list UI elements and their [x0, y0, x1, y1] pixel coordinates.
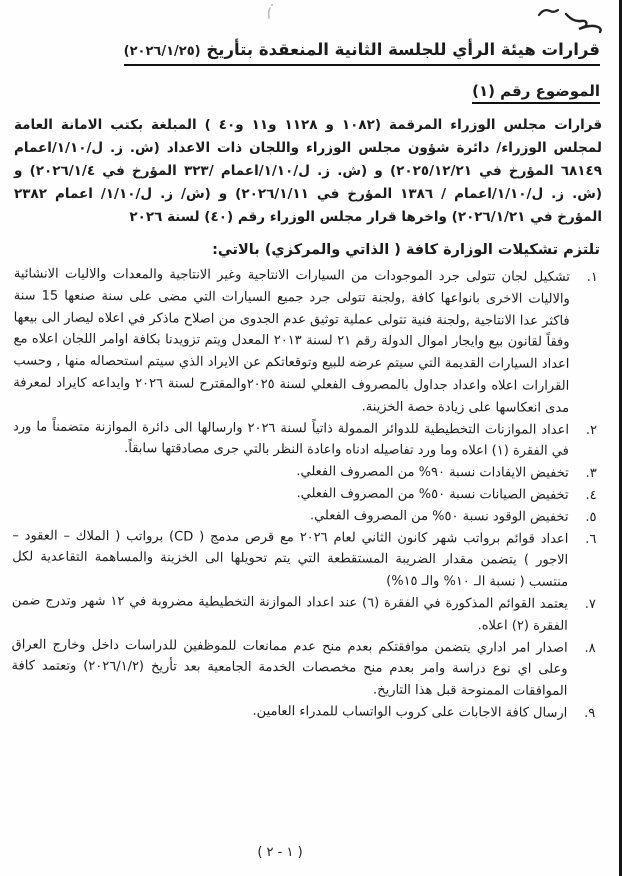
item-text: تخفيض الصيانات نسبة ٥٠% من المصروف الفعلي. [296, 485, 569, 503]
item-number: ١. [586, 269, 598, 285]
item-number: ٧. [584, 596, 596, 612]
item-text: اعداد قوائم برواتب شهر كانون الثاني لعام ٢٠٢٦ مع قرص مدمج ( CD) برواتب ( الملاك – العقود – الاجور ) يتضمن مقدار الضريبة المستقطعة التي يتم تحويلها الى الخزينة والمساهمة التقاعدية لكل منتسب ( نسبة الـ ١٠% والـ ١٥%) [12, 527, 569, 590]
item-text: ارسال كافة الاجابات على كروب الواتساب للمدراء العامين. [252, 703, 568, 721]
item-text: يعتمد القوائم المذكورة في الفقرة (٦) عند اعداد الموازنة التخطيطية مضروبة في ١٢ شهر وتدرج ضمن الفقرة (٢) اعلاه. [11, 593, 569, 634]
title-text: قرارات هيئة الرأي للجلسة الثانية المنعقدة بتأريخ [206, 40, 600, 59]
page-number: ( ١ - ٢ ) [257, 845, 303, 860]
item-number: ٤. [585, 487, 597, 503]
list-item [11, 634, 595, 703]
list-item [13, 481, 597, 506]
list-item [13, 459, 597, 484]
item-number: ٣. [585, 465, 597, 481]
item-text: تشكيل لجان تتولى جرد الموجودات من السيارات الانتاجية وغير الانتاجية والمعدات والاليات الانشائية والاليات الاخرى بانواعها كافة ,ولجنة تتولى جرد جميع السيارات التي مضى على سنة صنعها 15 سنة فاكثر عدا الانتاجية ,ولجنة فنية تتولى عملية توثيق عدم الجدوى من اصلاح ماذكر في اعلاه ليصار الى بيعها وفقاً لقانون بيع وايجار اموال الدولة رقم ٢١ لسنة ٢٠١٣ المعدل ويتم تزويدنا بكافة اوامر اللجان اعلاه مع اعداد السيارات القديمة التي سيتم عرضه للبيع وتوقعاتكم عن الايراد الذي سيتم استحصاله منها , وحسب القرارات اعلاه واعداد جداول بالمصروف الفعلي لسنة ٢٠٢٥والمقترح لسنة ٢٠٢٦ وايداعه كايراد لمعرفة مدى انعكاسها على زيادة حصة الخزينة. [13, 266, 570, 416]
stray-ink-tick-icon [262, 2, 278, 22]
obligation-line: تلتزم تشكيلات الوزارة كافة ( الذاتي والمركزي) بالاتي: [212, 241, 600, 258]
document-content [11, 40, 604, 724]
item-number: ٢. [585, 422, 598, 438]
list-item [11, 699, 595, 724]
list-item [13, 416, 597, 463]
subject-heading: الموضوع رقم (١) [472, 82, 600, 104]
item-number: ٨. [584, 640, 596, 656]
list-item [12, 503, 596, 528]
decision-list [11, 263, 598, 724]
pen-scribble-icon [536, 2, 614, 36]
item-number: ٦. [585, 531, 597, 547]
list-item [12, 590, 596, 637]
item-number: ٩. [584, 705, 596, 721]
item-text: اعداد الموازنات التخطيطية للدوائر الممولة ذاتياً لسنة ٢٠٢٦ وارسالها الى دائرة الموازنة متضمناً ما ورد في الفقرة (١) اعلاه وما ورد تفاصيله ادناه واعادة النظر بالتي جرى مصادقتها سابقاً. [12, 418, 570, 459]
item-text: تخفيض الوقود نسبة ٥٠% من المصروف الفعلي. [309, 507, 569, 525]
item-text: تخفيض الايفادات نسبة ٩٠% من المصروف الفعلي. [296, 463, 569, 481]
subject-heading-wrap [14, 81, 600, 104]
title-date: (٢٠٢٦/١/٢٥) [123, 44, 201, 59]
item-number: ٥. [585, 509, 597, 525]
list-item [12, 525, 596, 594]
item-text: اصدار امر اداري يتضمن موافقتكم بعدم منح عدم ممانعات للموظفين للدراسات داخل وخارج العراق وعلى اي نوع دراسة وامر بعدم منح مخصصات الخدمة الجامعية بعد تأريخ (٢٠٢٦/١/٢) وتعتمد كافة الموافقات الممنوحة قبل هذا التاريخ. [11, 636, 568, 699]
list-item [13, 263, 598, 419]
document-title [14, 40, 600, 66]
intro-paragraph: قرارات مجلس الوزراء المرقمة (١٠٨٢ و ١١٢٨ و١١ و٤٠ ) المبلغة بكتب الامانة العامة لمجلس الوزراء/ دائرة شؤون مجلس الوزراء واللجان ذات الاعداد (ش. ز. ل/١/١٠/اعمام ٦٨١٤٩ المؤرخ في ٢٠٢٥/١٢/٢١) و (ش. ز. ل/١/١٠/اعمام /٣٢٣ المؤرخ في ٢٠٢٦/١/٤) و (ش. ز. ل/١/١٠/اعمام / ١٣٨٦ المؤرخ في ٢٠٢٦/١/١١) و (ش/ ز. ل/١/١٠/ اعمام ٢٣٨٢ المؤرخ في ٢٠٢٦/١/٢١) واخرها قرار مجلس الوزراء رقم (٤٠) لسنة ٢٠٢٦ [14, 116, 603, 225]
